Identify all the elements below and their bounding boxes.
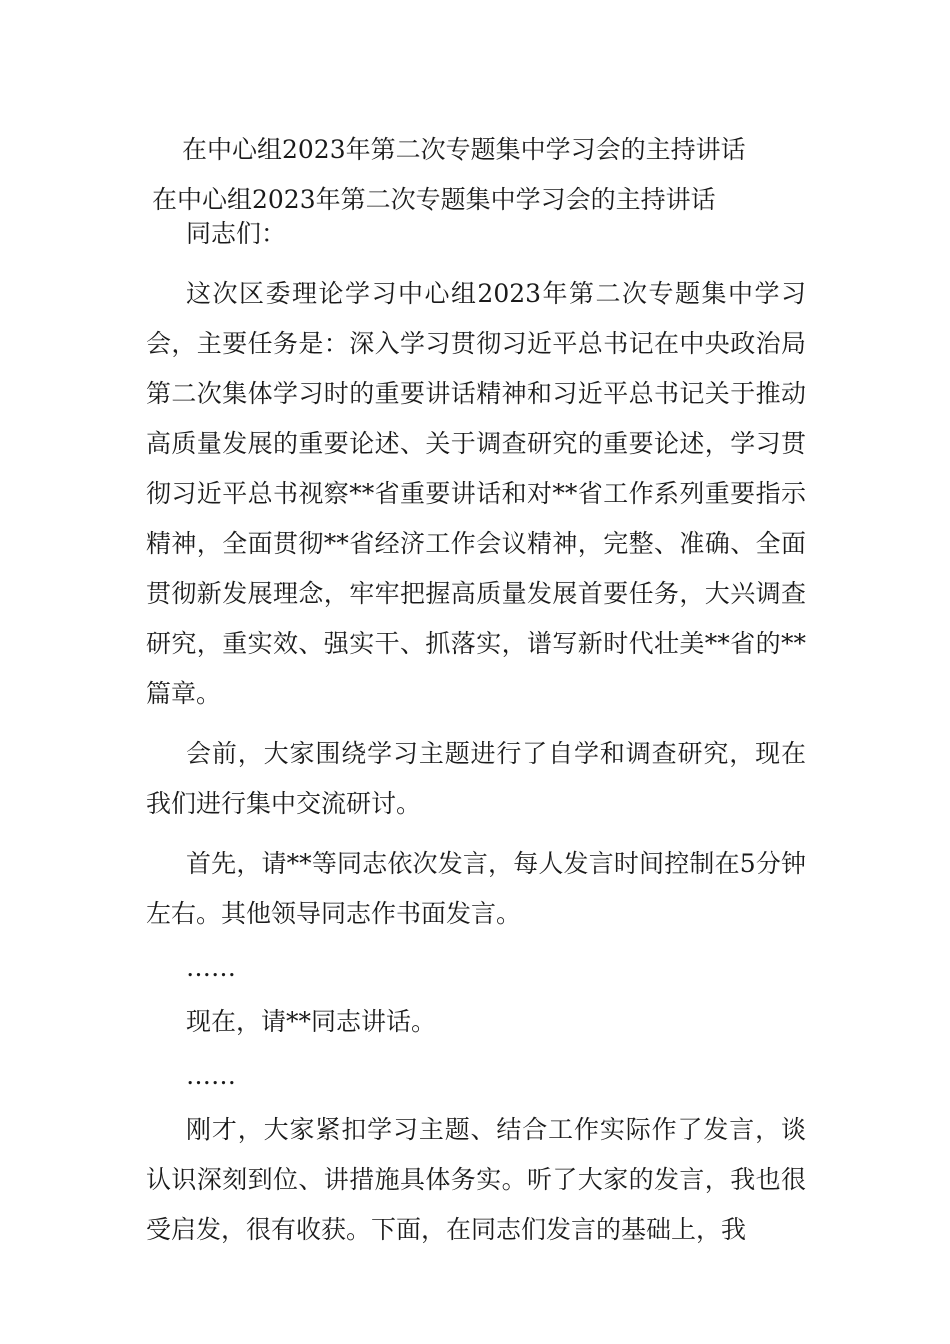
document-body <box>146 209 806 1255</box>
ellipsis-1: …… <box>186 953 236 982</box>
ellipsis-2: …… <box>186 1061 236 1090</box>
document-title: 在中心组2023年第二次专题集中学习会的主持讲话 <box>182 135 746 164</box>
paragraph-invite-speech: 现在，请**同志讲话。 <box>186 1007 437 1036</box>
greeting: 同志们： <box>186 219 287 248</box>
document-subtitle: 在中心组2023年第二次专题集中学习会的主持讲话 <box>152 185 716 214</box>
paragraph-summary: 刚才，大家紧扣学习主题、结合工作实际作了发言，谈认识深刻到位、讲措施具体务实。听了大家的发言，我也很受启发，很有收获。下面，在同志们发言的基础上，我 <box>146 1115 806 1244</box>
paragraph-task: 这次区委理论学习中心组2023年第二次专题集中学习会，主要任务是：深入学习贯彻习近平总书记在中央政治局第二次集体学习时的重要讲话精神和习近平总书记关于推动高质量发展的重要论述、关于调查研究的重要论述，学习贯彻习近平总书视察**省重要讲话和对**省工作系列重要指示精神，全面贯彻**省经济工作会议精神，完整、准确、全面贯彻新发展理念，牢牢把握高质量发展首要任务，大兴调查研究，重实效、强实干、抓落实，谱写新时代壮美**省的**篇章。 <box>146 279 806 708</box>
paragraph-speaking-order: 首先，请**等同志依次发言，每人发言时间控制在5分钟左右。其他领导同志作书面发言。 <box>146 849 806 928</box>
paragraph-preparation: 会前，大家围绕学习主题进行了自学和调查研究，现在我们进行集中交流研讨。 <box>146 739 806 818</box>
